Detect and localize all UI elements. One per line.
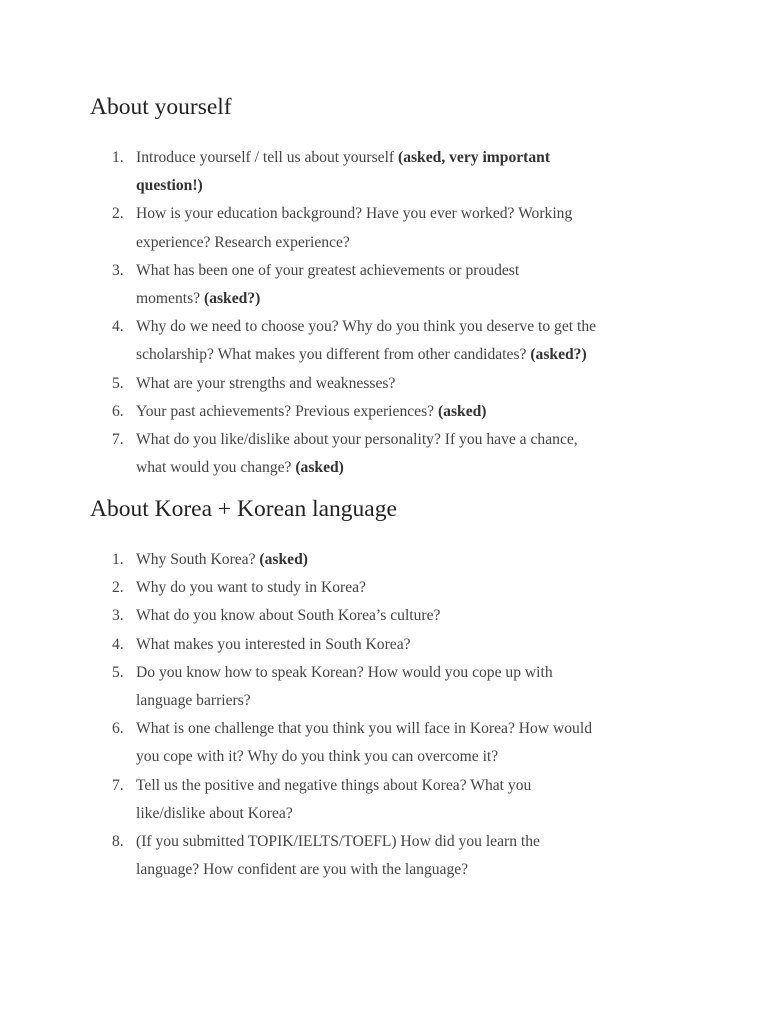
question-text: like/dislike about Korea? <box>136 804 293 822</box>
text-line <box>136 313 676 341</box>
list-item <box>0 144 768 200</box>
text-line <box>136 687 676 715</box>
question-text: what would you change? <box>136 459 296 477</box>
list-item-text <box>136 546 676 574</box>
list-item <box>0 574 768 602</box>
text-line <box>136 144 676 172</box>
list-item <box>0 200 768 256</box>
list-item <box>0 257 768 313</box>
list-item-number: 8. <box>112 833 124 851</box>
text-line <box>136 631 676 659</box>
text-line <box>136 856 676 884</box>
list-item <box>0 772 768 828</box>
list-item-number: 7. <box>112 431 124 449</box>
list-item-number: 1. <box>112 149 124 166</box>
list-item-text <box>136 574 676 602</box>
asked-note: (asked?) <box>204 290 261 308</box>
text-line <box>136 200 676 228</box>
text-line <box>136 257 676 285</box>
text-line <box>136 800 676 828</box>
list-item <box>0 546 768 574</box>
asked-note: (asked) <box>295 459 344 477</box>
question-text: Tell us the positive and negative things about Korea? What you <box>136 776 532 794</box>
text-line <box>136 426 676 454</box>
question-text: moments? <box>136 290 204 308</box>
list-item-number: 6. <box>112 720 124 738</box>
asked-note: (asked) <box>259 551 308 568</box>
question-text: (If you submitted TOPIK/IELTS/TOEFL) How did you learn the <box>136 833 540 851</box>
list-item-text <box>136 659 676 715</box>
asked-note: question!) <box>136 177 203 195</box>
text-line <box>136 828 676 856</box>
list-item-number: 6. <box>112 402 124 420</box>
section-heading: About yourself <box>90 94 232 120</box>
question-text: Do you know how to speak Korean? How would you cope up with <box>136 663 553 681</box>
list-item-text <box>136 370 676 398</box>
question-text: language? How confident are you with the language? <box>136 861 469 879</box>
list-item-text <box>136 313 676 369</box>
list-item-text <box>136 715 676 771</box>
question-text: you cope with it? Why do you think you can overcome it? <box>136 748 499 766</box>
list-item <box>0 715 768 771</box>
question-text: What has been one of your greatest achievements or proudest <box>136 261 520 279</box>
list-item <box>0 631 768 659</box>
text-line <box>136 172 676 200</box>
list-item-text <box>136 602 676 630</box>
list-item-text <box>136 200 676 256</box>
question-text: Why South Korea? <box>136 551 260 568</box>
text-line <box>136 546 676 574</box>
list-item-text <box>136 828 676 884</box>
list-item-text <box>136 426 676 482</box>
question-text: language barriers? <box>136 692 251 710</box>
question-text: Why do you want to study in Korea? <box>136 579 366 597</box>
text-line <box>136 341 676 369</box>
list-item-number: 1. <box>112 551 124 568</box>
question-text: Introduce yourself / tell us about yourself <box>136 149 398 166</box>
list-item-number: 2. <box>112 205 124 223</box>
list-item <box>0 398 768 426</box>
question-text: Your past achievements? Previous experiences? <box>136 402 438 420</box>
list-item <box>0 313 768 369</box>
question-text: How is your education background? Have you ever worked? Working <box>136 205 573 223</box>
list-item-text <box>136 144 676 200</box>
list-item-number: 2. <box>112 579 124 597</box>
text-line <box>136 715 676 743</box>
text-line <box>136 602 676 630</box>
text-line <box>136 454 676 482</box>
text-line <box>136 370 676 398</box>
section-heading: About Korea + Korean language <box>90 496 397 522</box>
text-line <box>136 285 676 313</box>
question-text: experience? Research experience? <box>136 233 350 251</box>
question-text: What do you like/dislike about your personality? If you have a chance, <box>136 431 578 449</box>
list-item-text <box>136 398 676 426</box>
question-text: What makes you interested in South Korea? <box>136 635 411 653</box>
list-item-number: 3. <box>112 261 124 279</box>
list-item-text <box>136 257 676 313</box>
asked-note: (asked) <box>437 402 487 420</box>
question-text: What do you know about South Korea’s culture? <box>136 607 441 625</box>
list-item-number: 7. <box>112 776 124 794</box>
list-item-number: 4. <box>112 635 124 653</box>
text-line <box>136 772 676 800</box>
question-text: Why do we need to choose you? Why do you think you deserve to get the <box>136 318 597 336</box>
list-item-number: 3. <box>112 607 124 625</box>
question-text: What is one challenge that you think you will face in Korea? How would <box>136 720 592 738</box>
asked-note: (asked, very important <box>398 149 551 166</box>
list-item-number: 5. <box>112 374 124 392</box>
list-item <box>0 828 768 884</box>
text-line <box>136 743 676 771</box>
list-item-text <box>136 772 676 828</box>
question-list <box>0 144 768 482</box>
list-item-number: 4. <box>112 318 124 336</box>
text-line <box>136 659 676 687</box>
list-item-number: 5. <box>112 663 124 681</box>
list-item <box>0 426 768 482</box>
question-list <box>0 546 768 884</box>
list-item <box>0 602 768 630</box>
list-item <box>0 659 768 715</box>
list-item-text <box>136 631 676 659</box>
asked-note: (asked?) <box>530 346 587 364</box>
text-line <box>136 574 676 602</box>
text-line <box>136 398 676 426</box>
text-line <box>136 229 676 257</box>
question-text: scholarship? What makes you different from other candidates? <box>136 346 531 364</box>
list-item <box>0 370 768 398</box>
question-text: What are your strengths and weaknesses? <box>136 374 396 392</box>
